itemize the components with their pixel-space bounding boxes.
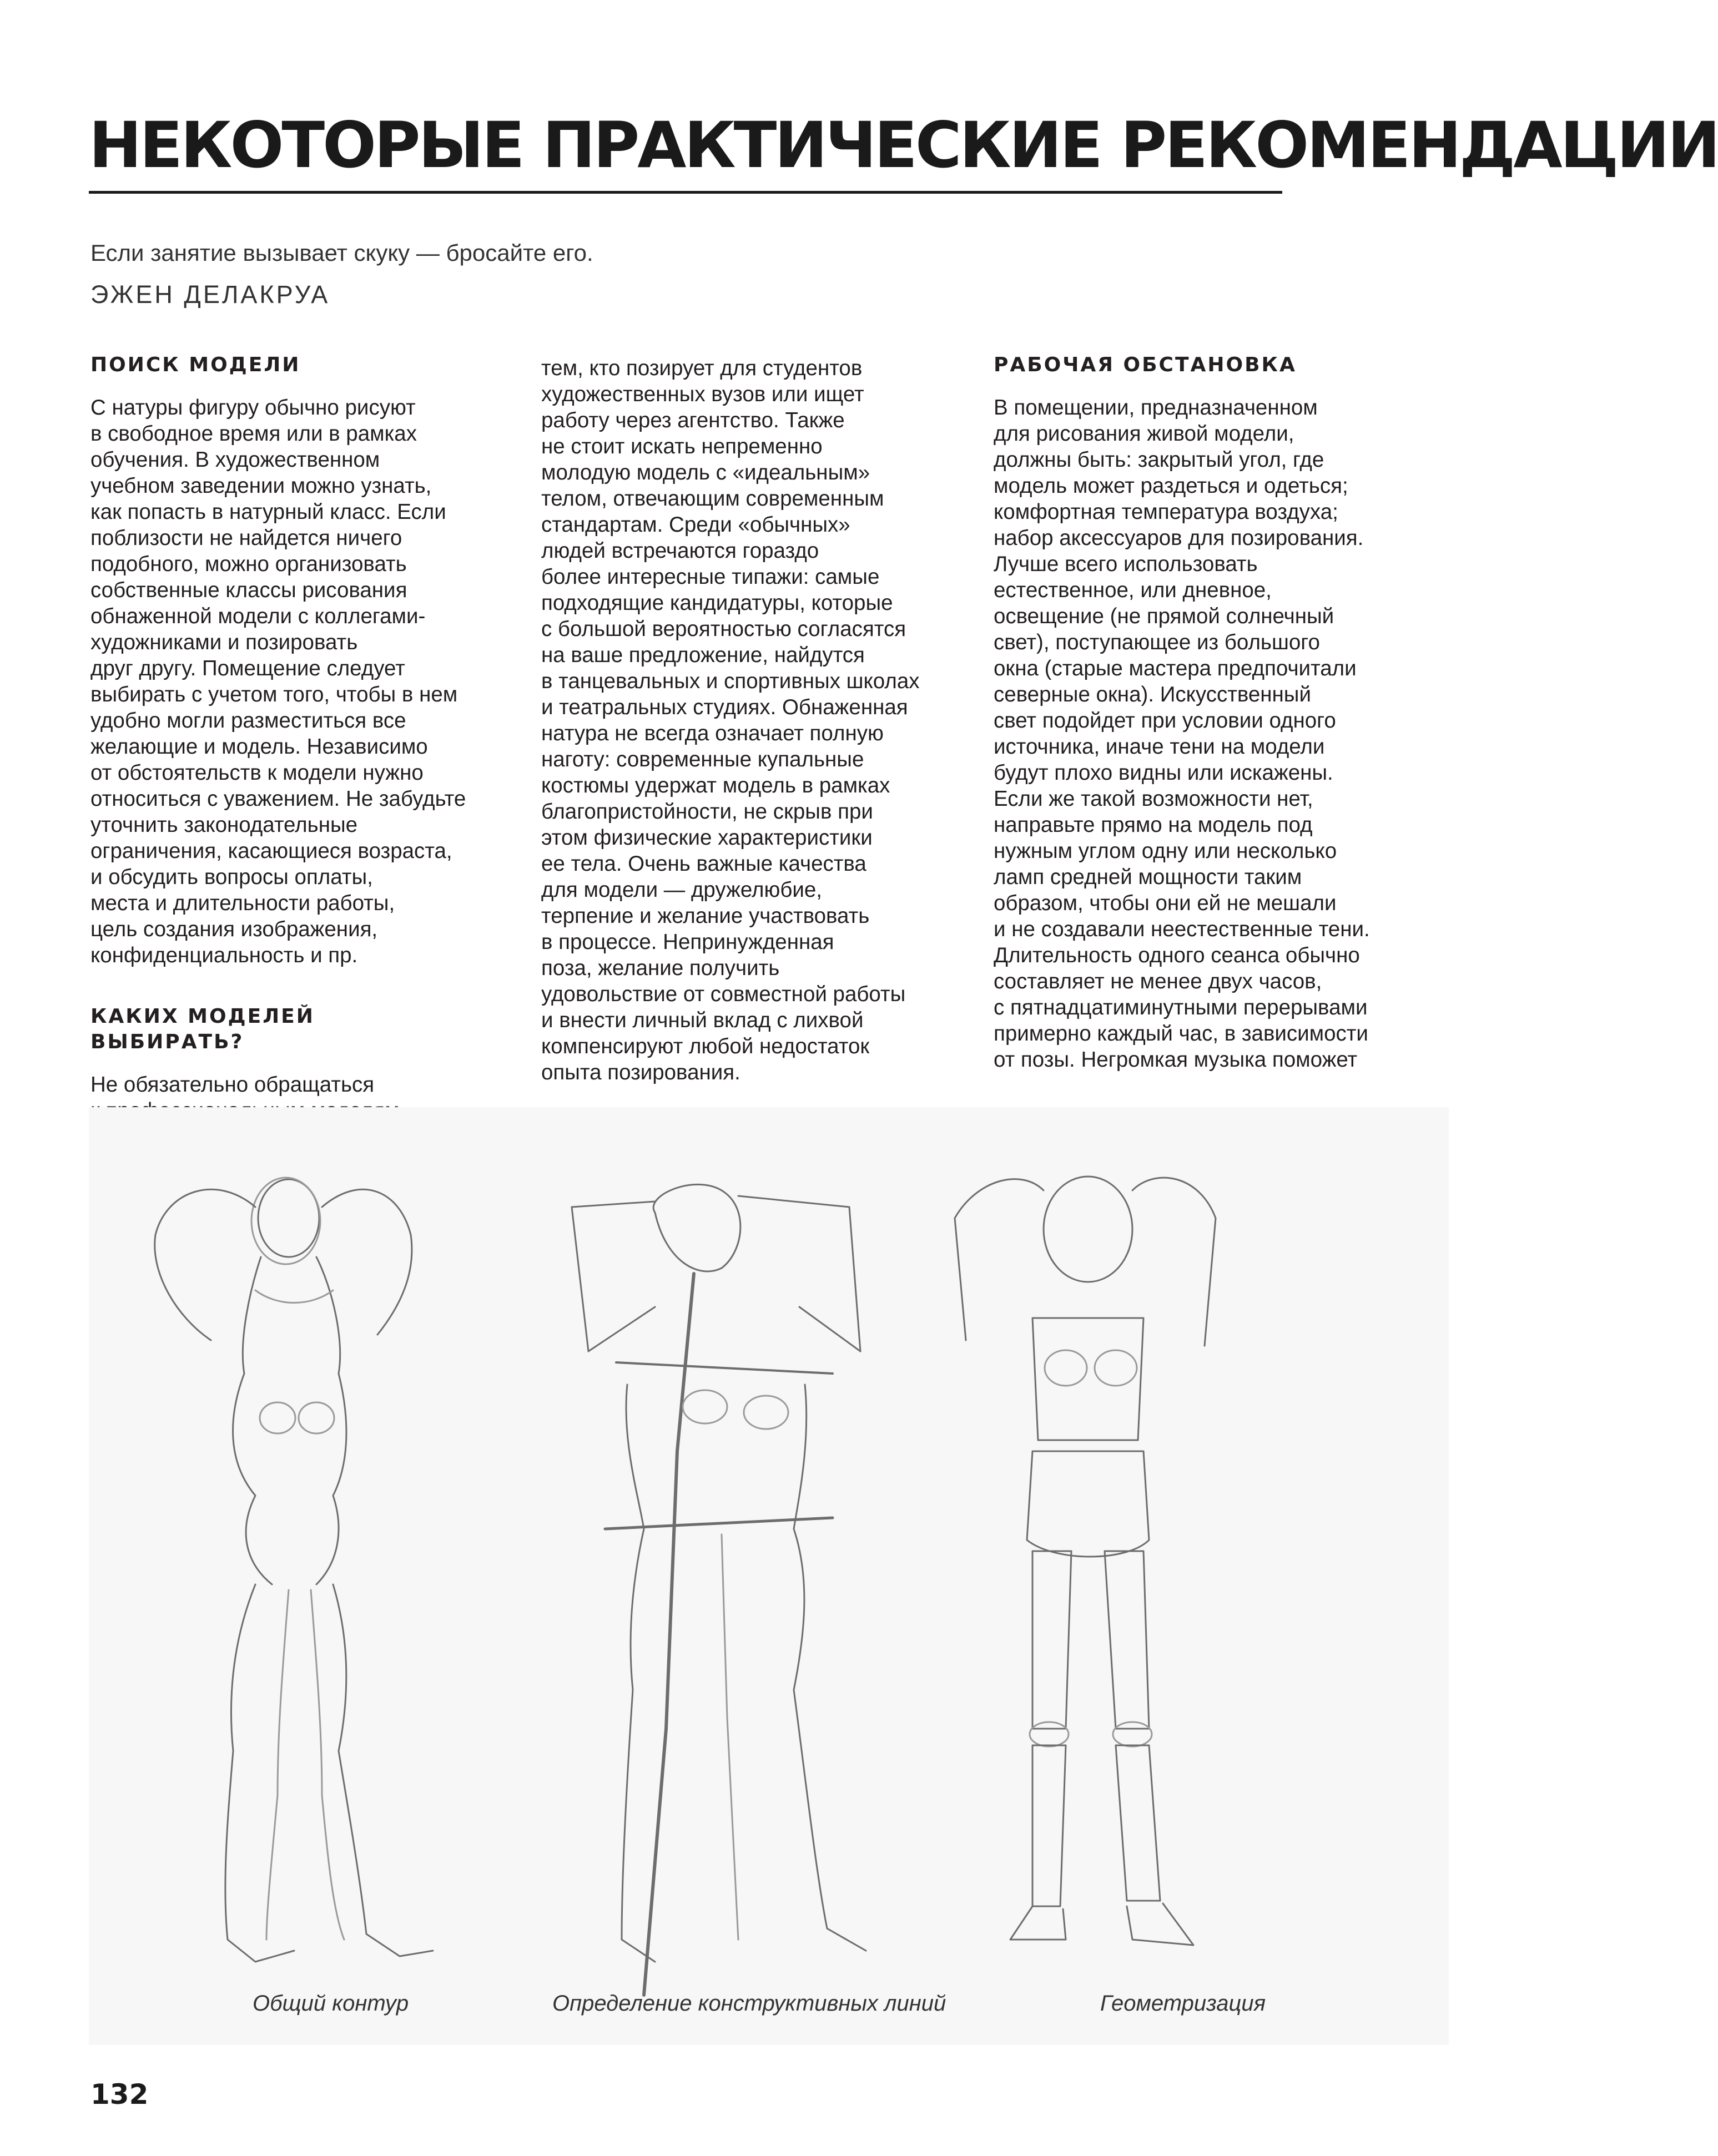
- caption-geometrization: Геометризация: [1100, 1991, 1266, 2016]
- figure-drawings-panel: [89, 1107, 1449, 2045]
- page-number: 132: [90, 2078, 149, 2110]
- paragraph-choosing-models-continued: тем, кто позирует для студентов художественных вузов или ищет работу через агентство. Также не стоит искать непременно молодую модель с «идеальным» телом, отвечающим современным стандартам. Среди «обычных» людей встречаются гораздо более интересные типажи: самые подходящие кандидатуры, которые с большой вероятностью согласятся на ваше предложение, найдутся в танцевальных и спортивных школах и театральных студиях. Обнаженная натура не всегда означает полную наготу: современные купальные костюмы удержат модель в рамках благопристойности, не скрыв при этом физические характеристики ее тела. Очень важные качества для модели — дружелюбие, терпение и желание участвовать в процессе. Непринужденная поза, желание получить удовольствие от совместной работы и внести личный вклад с лихвой компенсируют любой недостаток опыта позирования.: [541, 356, 920, 1084]
- section-heading-choosing-models: КАКИХ МОДЕЛЕЙ ВЫБИРАТЬ?: [90, 1005, 315, 1053]
- figure-sketches-illustration: [89, 1107, 1449, 2045]
- sketch-general-contour: [155, 1178, 433, 1962]
- caption-general-contour: Общий контур: [253, 1991, 409, 2016]
- text-column-2: [541, 355, 946, 1085]
- caption-construction-lines: Определение конструктивных линий: [552, 1991, 946, 2016]
- title-rule: [89, 191, 1282, 194]
- section-heading-model-search: ПОИСК МОДЕЛИ: [90, 354, 301, 376]
- epigraph-quote: Если занятие вызывает скуку — бросайте его.: [90, 240, 593, 266]
- text-column-3: [994, 352, 1449, 1073]
- paragraph-choosing-models: Не обязательно обращаться: [90, 1073, 375, 1097]
- sketch-construction-lines: [572, 1184, 866, 1995]
- page-title: НЕКОТОРЫЕ ПРАКТИЧЕСКИЕ РЕКОМЕНДАЦИИ: [89, 108, 1718, 182]
- sketch-geometrization: [955, 1177, 1216, 1945]
- text-column-1: [90, 352, 473, 1124]
- section-heading-workspace: РАБОЧАЯ ОБСТАНОВКА: [994, 354, 1297, 376]
- epigraph-author: ЭЖЕН ДЕЛАКРУА: [90, 280, 330, 309]
- paragraph-workspace: В помещении, предназначенном для рисования живой модели, должны быть: закрытый угол, где модель может раздеться и одеться; комфортная температура воздуха; набор аксессуаров для позирования. Лучше всего использовать естественное, или дневное, освещение (не прямой солнечный свет), поступающее из большого окна (старые мастера предпочитали северные окна). Искусственный свет подойдет при условии одного источника, иначе тени на модели будут плохо видны или искажены. Если же такой возможности нет, направьте прямо на модель под нужным углом одну или несколько ламп средней мощности таким образом, чтобы они ей не мешали и не создавали неестественные тени. Длительность одного сеанса обычно составляет не менее двух часов, с пятнадцатиминутными перерывами примерно каждый час, в зависимости от позы. Негромкая музыка поможет: [994, 396, 1370, 1072]
- paragraph-model-search: С натуры фигуру обычно рисуют в свободное время или в рамках обучения. В художественном учебном заведении можно узнать, как попасть в натурный класс. Если поблизости не найдется ничего подобного, можно организовать собственные классы рисования обнаженной модели с коллегами- художниками и позировать друг другу. Помещение следует выбирать с учетом того, чтобы в нем удобно могли разместиться все желающие и модель. Независимо от обстоятельств к модели нужно относиться с уважением. Не забудьте уточнить законодательные ограничения, касающиеся возраста, и обсудить вопросы оплаты, места и длительности работы, цель создания изображения, конфиденциальность и пр.: [90, 396, 466, 967]
